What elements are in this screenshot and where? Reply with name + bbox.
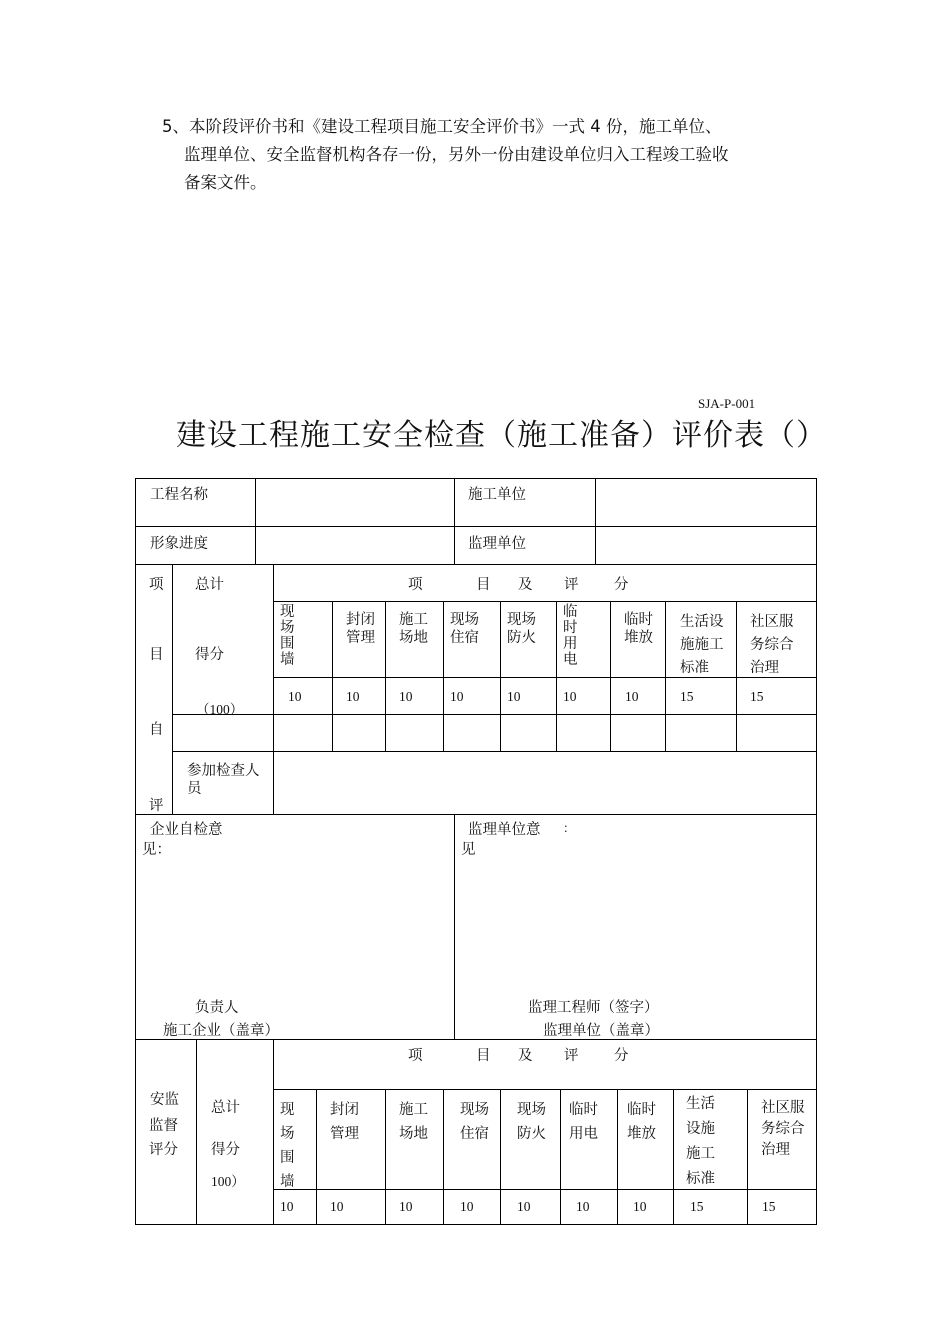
- item-name-2: 封闭管理: [346, 612, 375, 646]
- supervision-opinion-colon: ：: [563, 821, 576, 835]
- item-name-5: 现场防火: [507, 612, 536, 646]
- company-opinion-label-cont: 见：: [142, 842, 171, 858]
- safety-max-label: 100）: [211, 1174, 245, 1189]
- participants-label: 参加检查人员: [187, 763, 260, 797]
- safety-item-max-8: 15: [690, 1199, 704, 1214]
- company-opinion-label: 企业自检意: [150, 822, 223, 838]
- supervision-unit-field[interactable]: [596, 527, 816, 564]
- self-eval-side-char-3: 自: [149, 722, 164, 738]
- responsible-person-label: 负责人: [195, 1000, 239, 1016]
- item-name-7: 临时堆放: [624, 612, 653, 646]
- participants-field[interactable]: [274, 752, 816, 814]
- self-eval-item-scores-row[interactable]: [274, 715, 816, 751]
- safety-item-max-3: 10: [399, 1199, 413, 1214]
- safety-item-max-1: 10: [280, 1199, 294, 1214]
- item-max-7: 10: [625, 689, 639, 704]
- item-max-1: 10: [288, 689, 302, 704]
- safety-item-name-8: 生活设施施工标准: [686, 1096, 715, 1187]
- items-header-2: 目: [476, 577, 491, 593]
- safety-score-label: 得分: [211, 1142, 240, 1158]
- safety-item-name-7: 临时堆放: [627, 1102, 656, 1142]
- instructions-paragraph: [162, 113, 842, 197]
- safety-item-max-9: 15: [762, 1199, 776, 1214]
- company-opinion-field[interactable]: [136, 862, 454, 992]
- construction-unit-label: 施工单位: [468, 487, 526, 503]
- form-code: SJA-P-001: [698, 396, 756, 411]
- self-eval-score-label: 得分: [195, 647, 224, 663]
- item-name-6: 临时用电: [563, 604, 578, 668]
- instructions-line-3: 备案文件。: [184, 173, 267, 192]
- self-eval-total-score-field[interactable]: [173, 715, 273, 751]
- item-max-5: 10: [507, 689, 521, 704]
- construction-unit-field[interactable]: [596, 479, 816, 526]
- safety-side-label-3: 评分: [149, 1142, 178, 1158]
- supervision-opinion-label-cont: 见: [461, 842, 476, 858]
- items-header-3: 及: [518, 577, 533, 593]
- safety-items-header-1: 项: [408, 1048, 423, 1064]
- supervision-unit-label: 监理单位: [468, 536, 526, 552]
- item-max-4: 10: [450, 689, 464, 704]
- safety-item-name-4: 现场住宿: [460, 1102, 489, 1142]
- items-header-1: 项: [408, 577, 423, 593]
- supervision-opinion-label: 监理单位意: [468, 822, 541, 838]
- progress-label: 形象进度: [150, 536, 208, 552]
- supervision-opinion-field[interactable]: [455, 862, 816, 992]
- safety-items-header-2: 目: [476, 1048, 491, 1064]
- safety-items-header-4: 评: [564, 1048, 579, 1064]
- supervision-seal-label: 监理单位（盖章）: [543, 1023, 659, 1039]
- project-name-label: 工程名称: [150, 487, 208, 503]
- safety-item-name-5: 现场防火: [517, 1102, 546, 1142]
- form-title: 建设工程施工安全检查（施工准备）评价表（）: [176, 418, 827, 453]
- item-max-2: 10: [346, 689, 360, 704]
- safety-total-label: 总计: [211, 1100, 240, 1116]
- safety-side-label-2: 监督: [149, 1118, 178, 1134]
- safety-item-name-9: 社区服务综合治理: [761, 1100, 805, 1158]
- safety-item-name-6: 临时用电: [569, 1102, 598, 1142]
- self-eval-max-label: （100）: [196, 702, 244, 717]
- items-header-5: 分: [614, 577, 629, 593]
- self-eval-total-label: 总计: [195, 577, 224, 593]
- item-name-8: 生活设施施工标准: [680, 614, 724, 676]
- progress-field[interactable]: [256, 527, 454, 564]
- item-max-3: 10: [399, 689, 413, 704]
- item-name-9: 社区服务综合治理: [750, 614, 794, 676]
- engineer-signature-label: 监理工程师（签字）: [528, 1000, 659, 1016]
- safety-item-name-3: 施工场地: [399, 1102, 428, 1142]
- item-name-3: 施工场地: [399, 612, 428, 646]
- instructions-line-1: 5、本阶段评价书和《建设工程项目施工安全评价书》一式 4 份，施工单位、: [162, 117, 722, 136]
- safety-item-name-2: 封闭管理: [330, 1102, 359, 1142]
- safety-item-max-7: 10: [633, 1199, 647, 1214]
- instructions-line-2: 监理单位、安全监督机构各存一份，另外一份由建设单位归入工程竣工验收: [184, 145, 729, 164]
- safety-item-max-5: 10: [517, 1199, 531, 1214]
- self-eval-side-char-1: 项: [149, 577, 164, 593]
- item-max-6: 10: [563, 689, 577, 704]
- company-seal-label: 施工企业（盖章）: [163, 1023, 279, 1039]
- safety-item-max-6: 10: [576, 1199, 590, 1214]
- safety-items-header-3: 及: [518, 1048, 533, 1064]
- safety-side-label-1: 安监: [150, 1092, 179, 1108]
- item-name-4: 现场住宿: [450, 612, 479, 646]
- safety-item-max-2: 10: [330, 1199, 344, 1214]
- items-header-4: 评: [564, 577, 579, 593]
- self-eval-side-char-2: 目: [149, 647, 164, 663]
- item-max-8: 15: [680, 689, 694, 704]
- item-name-1: 现场围墙: [280, 604, 295, 668]
- item-max-9: 15: [750, 689, 764, 704]
- self-eval-side-char-4: 评: [149, 798, 164, 814]
- safety-items-header-5: 分: [614, 1048, 629, 1064]
- project-name-field[interactable]: [256, 479, 454, 526]
- safety-item-name-1: 现场围墙: [280, 1102, 295, 1190]
- safety-item-max-4: 10: [460, 1199, 474, 1214]
